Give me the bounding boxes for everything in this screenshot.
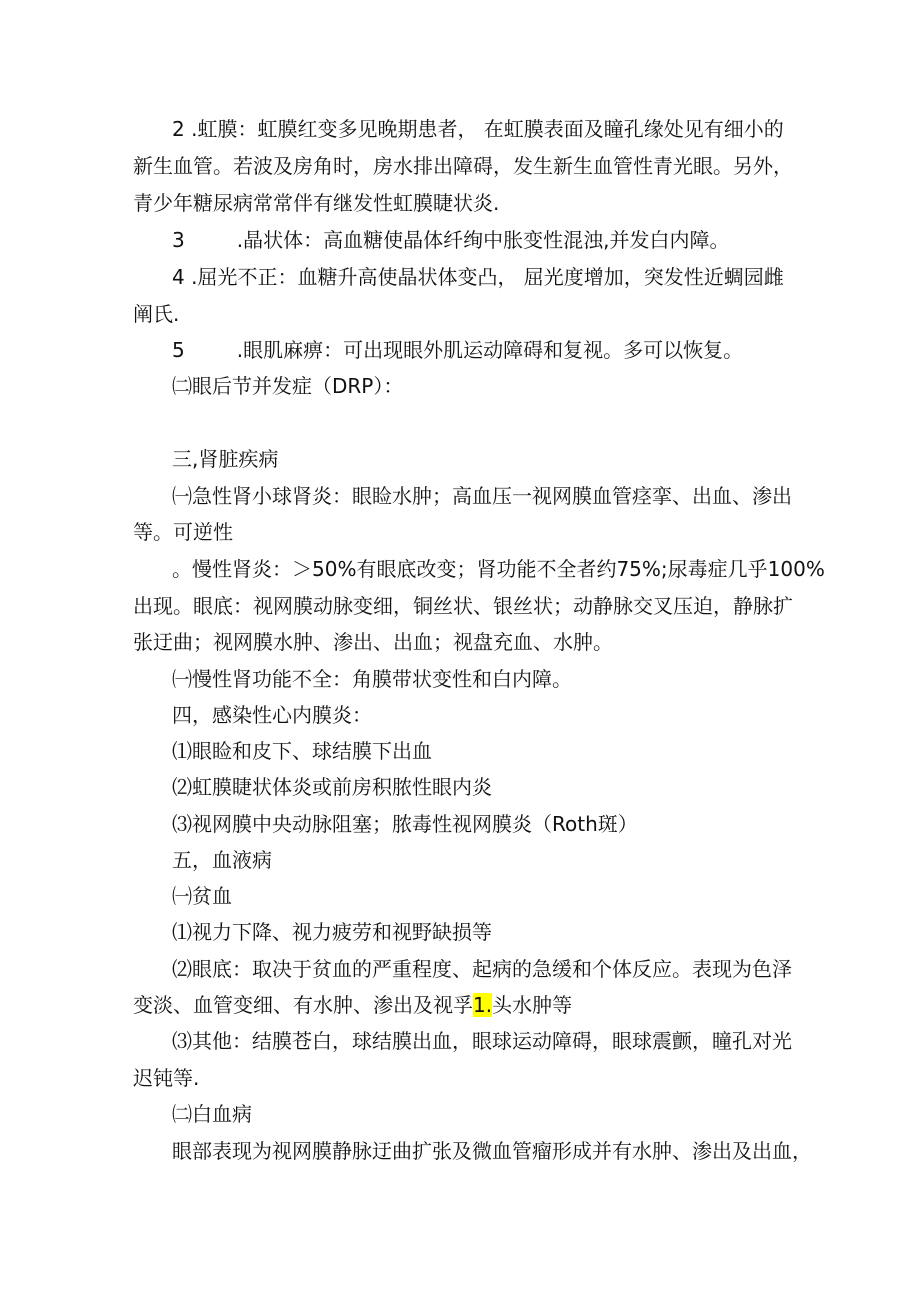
text-line	[172, 336, 743, 364]
list-item: ⑵虹膜睫状体炎或前房积脓性眼内炎	[172, 775, 492, 799]
text-line: 出现。眼底：视网膜动脉变细，铜丝状、银丝状；动静脉交叉压迫，静脉扩	[133, 594, 793, 618]
list-item: ⑶视网膜中央动脉阻塞；脓毒性视网膜炎（Roth斑）	[172, 812, 638, 836]
highlighted-text: 1.	[473, 993, 493, 1017]
list-number: 3	[172, 228, 185, 252]
text-line: 阐氏.	[133, 302, 180, 326]
text-line: 张迂曲；视网膜水肿、渗出、出血；视盘充血、水肿。	[133, 630, 613, 654]
text-line: 眼部表现为视网膜静脉迂曲扩张及微血管瘤形成并有水肿、渗出及出血，	[172, 1139, 812, 1163]
text-segment: 头水肿等	[492, 993, 573, 1017]
section-heading: ㈡眼后节并发症（DRP）：	[172, 374, 404, 398]
text-segment: .眼肌麻痹：可出现眼外肌运动障碍和复视。多可以恢复。	[236, 338, 744, 362]
text-segment: .晶状体：高血糖使晶体纤绚中胀变性混浊,并发白内障。	[236, 228, 730, 252]
text-line: ㈠急性肾小球肾炎：眼睑水肿；高血压一视网膜血管痉挛、出血、渗出	[172, 484, 792, 508]
text-line: 。慢性肾炎：＞50%有眼底改变；肾功能不全者约75%;尿毒症几乎100%	[172, 557, 825, 581]
text-line: 青少年糖尿病常常伴有继发性虹膜睫状炎.	[133, 191, 500, 215]
text-line: 迟钝等.	[133, 1066, 200, 1090]
text-segment: 变淡、血管变细、有水肿、渗出及视孚	[133, 993, 473, 1017]
section-heading: 四，感染性心内膜炎：	[172, 703, 372, 727]
text-line: ㈠慢性肾功能不全：角膜带状变性和白内障。	[172, 667, 572, 691]
list-item: ⑴眼睑和皮下、球结膜下出血	[172, 739, 432, 763]
list-item: ⑶其他：结膜苍白，球结膜出血，眼球运动障碍，眼球震颤，瞳孔对光	[172, 1029, 792, 1053]
text-line: 新生血管。若波及房角时，房水排出障碍，发生新生血管性青光眼。另外，	[133, 154, 793, 178]
section-heading: 五，血液病	[172, 848, 272, 872]
list-number: 5	[172, 338, 185, 362]
subsection-heading: ㈠贫血	[172, 884, 232, 908]
list-item: ⑵眼底：取决于贫血的严重程度、起病的急缓和个体反应。表现为色泽	[172, 957, 792, 981]
text-line	[172, 226, 729, 254]
section-heading: 三,肾脏疾病	[172, 447, 279, 471]
subsection-heading: ㈡白血病	[172, 1102, 252, 1126]
list-item: ⑴视力下降、视力疲劳和视野缺损等	[172, 920, 492, 944]
text-line: 2 .虹膜：虹膜红变多见晚期患者， 在虹膜表面及瞳孔缘处见有细小的	[172, 117, 784, 141]
text-line: 等。可逆性	[133, 520, 233, 544]
text-line	[133, 991, 572, 1019]
text-line: 4 .屈光不正：血糖升高使晶状体变凸， 屈光度增加，突发性近蜩园雌	[172, 265, 784, 289]
